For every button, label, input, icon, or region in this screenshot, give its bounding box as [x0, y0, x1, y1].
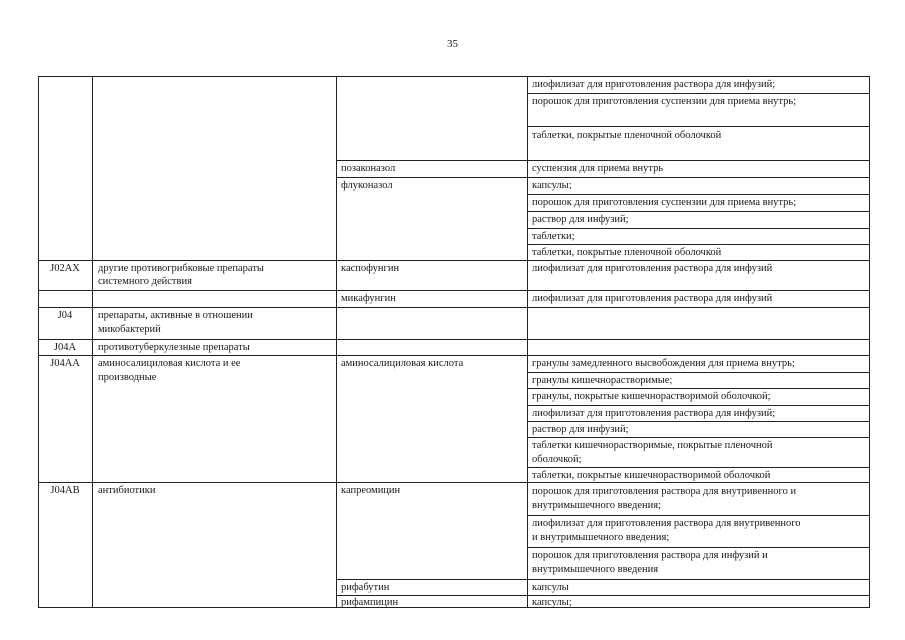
dosage-form: внутримышечного введения [532, 564, 659, 575]
drug-name: флуконазол [341, 180, 393, 191]
atc-code: J04AA [50, 358, 80, 369]
form-border [527, 93, 870, 94]
column-divider-code [92, 76, 93, 608]
drug-name: каспофунгин [341, 263, 400, 274]
dosage-form: лиофилизат для приготовления раствора для инфузий; [532, 79, 776, 90]
dosage-form: раствор для инфузий; [532, 214, 629, 225]
dosage-form: порошок для приготовления раствора для внутривенного и [532, 486, 797, 497]
group-name: другие противогрибковые препараты [98, 263, 264, 274]
atc-code: J04A [53, 342, 77, 353]
form-border [527, 211, 870, 212]
row-border [38, 339, 870, 340]
dosage-form: порошок для приготовления раствора для инфузий и [532, 550, 768, 561]
drug-name: рифабутин [341, 582, 390, 593]
dosage-form: таблетки, покрытые кишечнорастворимой оболочкой [532, 470, 771, 481]
dosage-form: таблетки, покрытые пленочной оболочкой [532, 247, 722, 258]
dosage-form: порошок для приготовления суспензии для приема внутрь; [532, 197, 797, 208]
dosage-form: таблетки, покрытые пленочной оболочкой [532, 130, 722, 141]
dosage-form: таблетки; [532, 231, 575, 242]
group-name: противотуберкулезные препараты [98, 342, 250, 353]
atc-code: J04 [57, 310, 73, 321]
dosage-form: капсулы [532, 582, 569, 593]
table-border-right [869, 76, 870, 608]
row-border [336, 579, 870, 580]
dosage-form: и внутримышечного введения; [532, 532, 670, 543]
row-border [336, 177, 870, 178]
dosage-form: лиофилизат для приготовления раствора для инфузий; [532, 408, 776, 419]
group-name: аминосалициловая кислота и ее [98, 358, 241, 369]
table-border-bottom [38, 607, 870, 608]
group-name: микобактерий [98, 324, 161, 335]
drug-name: микафунгин [341, 293, 396, 304]
row-border [336, 595, 870, 596]
group-name: производные [98, 372, 157, 383]
group-name: препараты, активные в отношении [98, 310, 253, 321]
form-border [527, 244, 870, 245]
form-border [527, 405, 870, 406]
dosage-form: лиофилизат для приготовления раствора для внутривенного [532, 518, 801, 529]
form-border [527, 515, 870, 516]
drug-name: аминосалициловая кислота [341, 358, 464, 369]
form-border [527, 372, 870, 373]
group-name: антибиотики [98, 485, 156, 496]
form-border [527, 467, 870, 468]
page-number: 35 [447, 38, 458, 50]
drug-name: позаконазол [341, 163, 396, 174]
dosage-form: гранулы, покрытые кишечнорастворимой оболочкой; [532, 391, 771, 402]
form-border [527, 126, 870, 127]
dosage-form: гранулы кишечнорастворимые; [532, 375, 673, 386]
row-border [336, 160, 870, 161]
row-border [38, 260, 870, 261]
dosage-form: суспензия для приема внутрь [532, 163, 664, 174]
dosage-form: капсулы; [532, 180, 572, 191]
dosage-form: раствор для инфузий; [532, 424, 629, 435]
row-border [38, 290, 870, 291]
dosage-form: капсулы; [532, 597, 572, 608]
dosage-form: гранулы замедленного высвобождения для приема внутрь; [532, 358, 795, 369]
atc-code: J04AB [50, 485, 80, 496]
column-divider-drug [527, 76, 528, 608]
dosage-form: лиофилизат для приготовления раствора для инфузий [532, 293, 773, 304]
atc-code: J02AX [50, 263, 80, 274]
row-border [38, 355, 870, 356]
form-border [527, 388, 870, 389]
dosage-form: лиофилизат для приготовления раствора для инфузий [532, 263, 773, 274]
dosage-form: таблетки кишечнорастворимые, покрытые пленочной [532, 440, 773, 451]
dosage-form: оболочкой; [532, 454, 582, 465]
row-border [38, 307, 870, 308]
dosage-form: порошок для приготовления суспензии для приема внутрь; [532, 96, 797, 107]
form-border [527, 437, 870, 438]
form-border [527, 421, 870, 422]
form-border [527, 194, 870, 195]
drug-name: капреомицин [341, 485, 401, 496]
drug-table [38, 76, 870, 608]
form-border [527, 228, 870, 229]
dosage-form: внутримышечного введения; [532, 500, 662, 511]
form-border [527, 547, 870, 548]
drug-name: рифампицин [341, 597, 399, 608]
column-divider-group [336, 76, 337, 608]
group-name: системного действия [98, 276, 192, 287]
table-border-top [38, 76, 870, 77]
